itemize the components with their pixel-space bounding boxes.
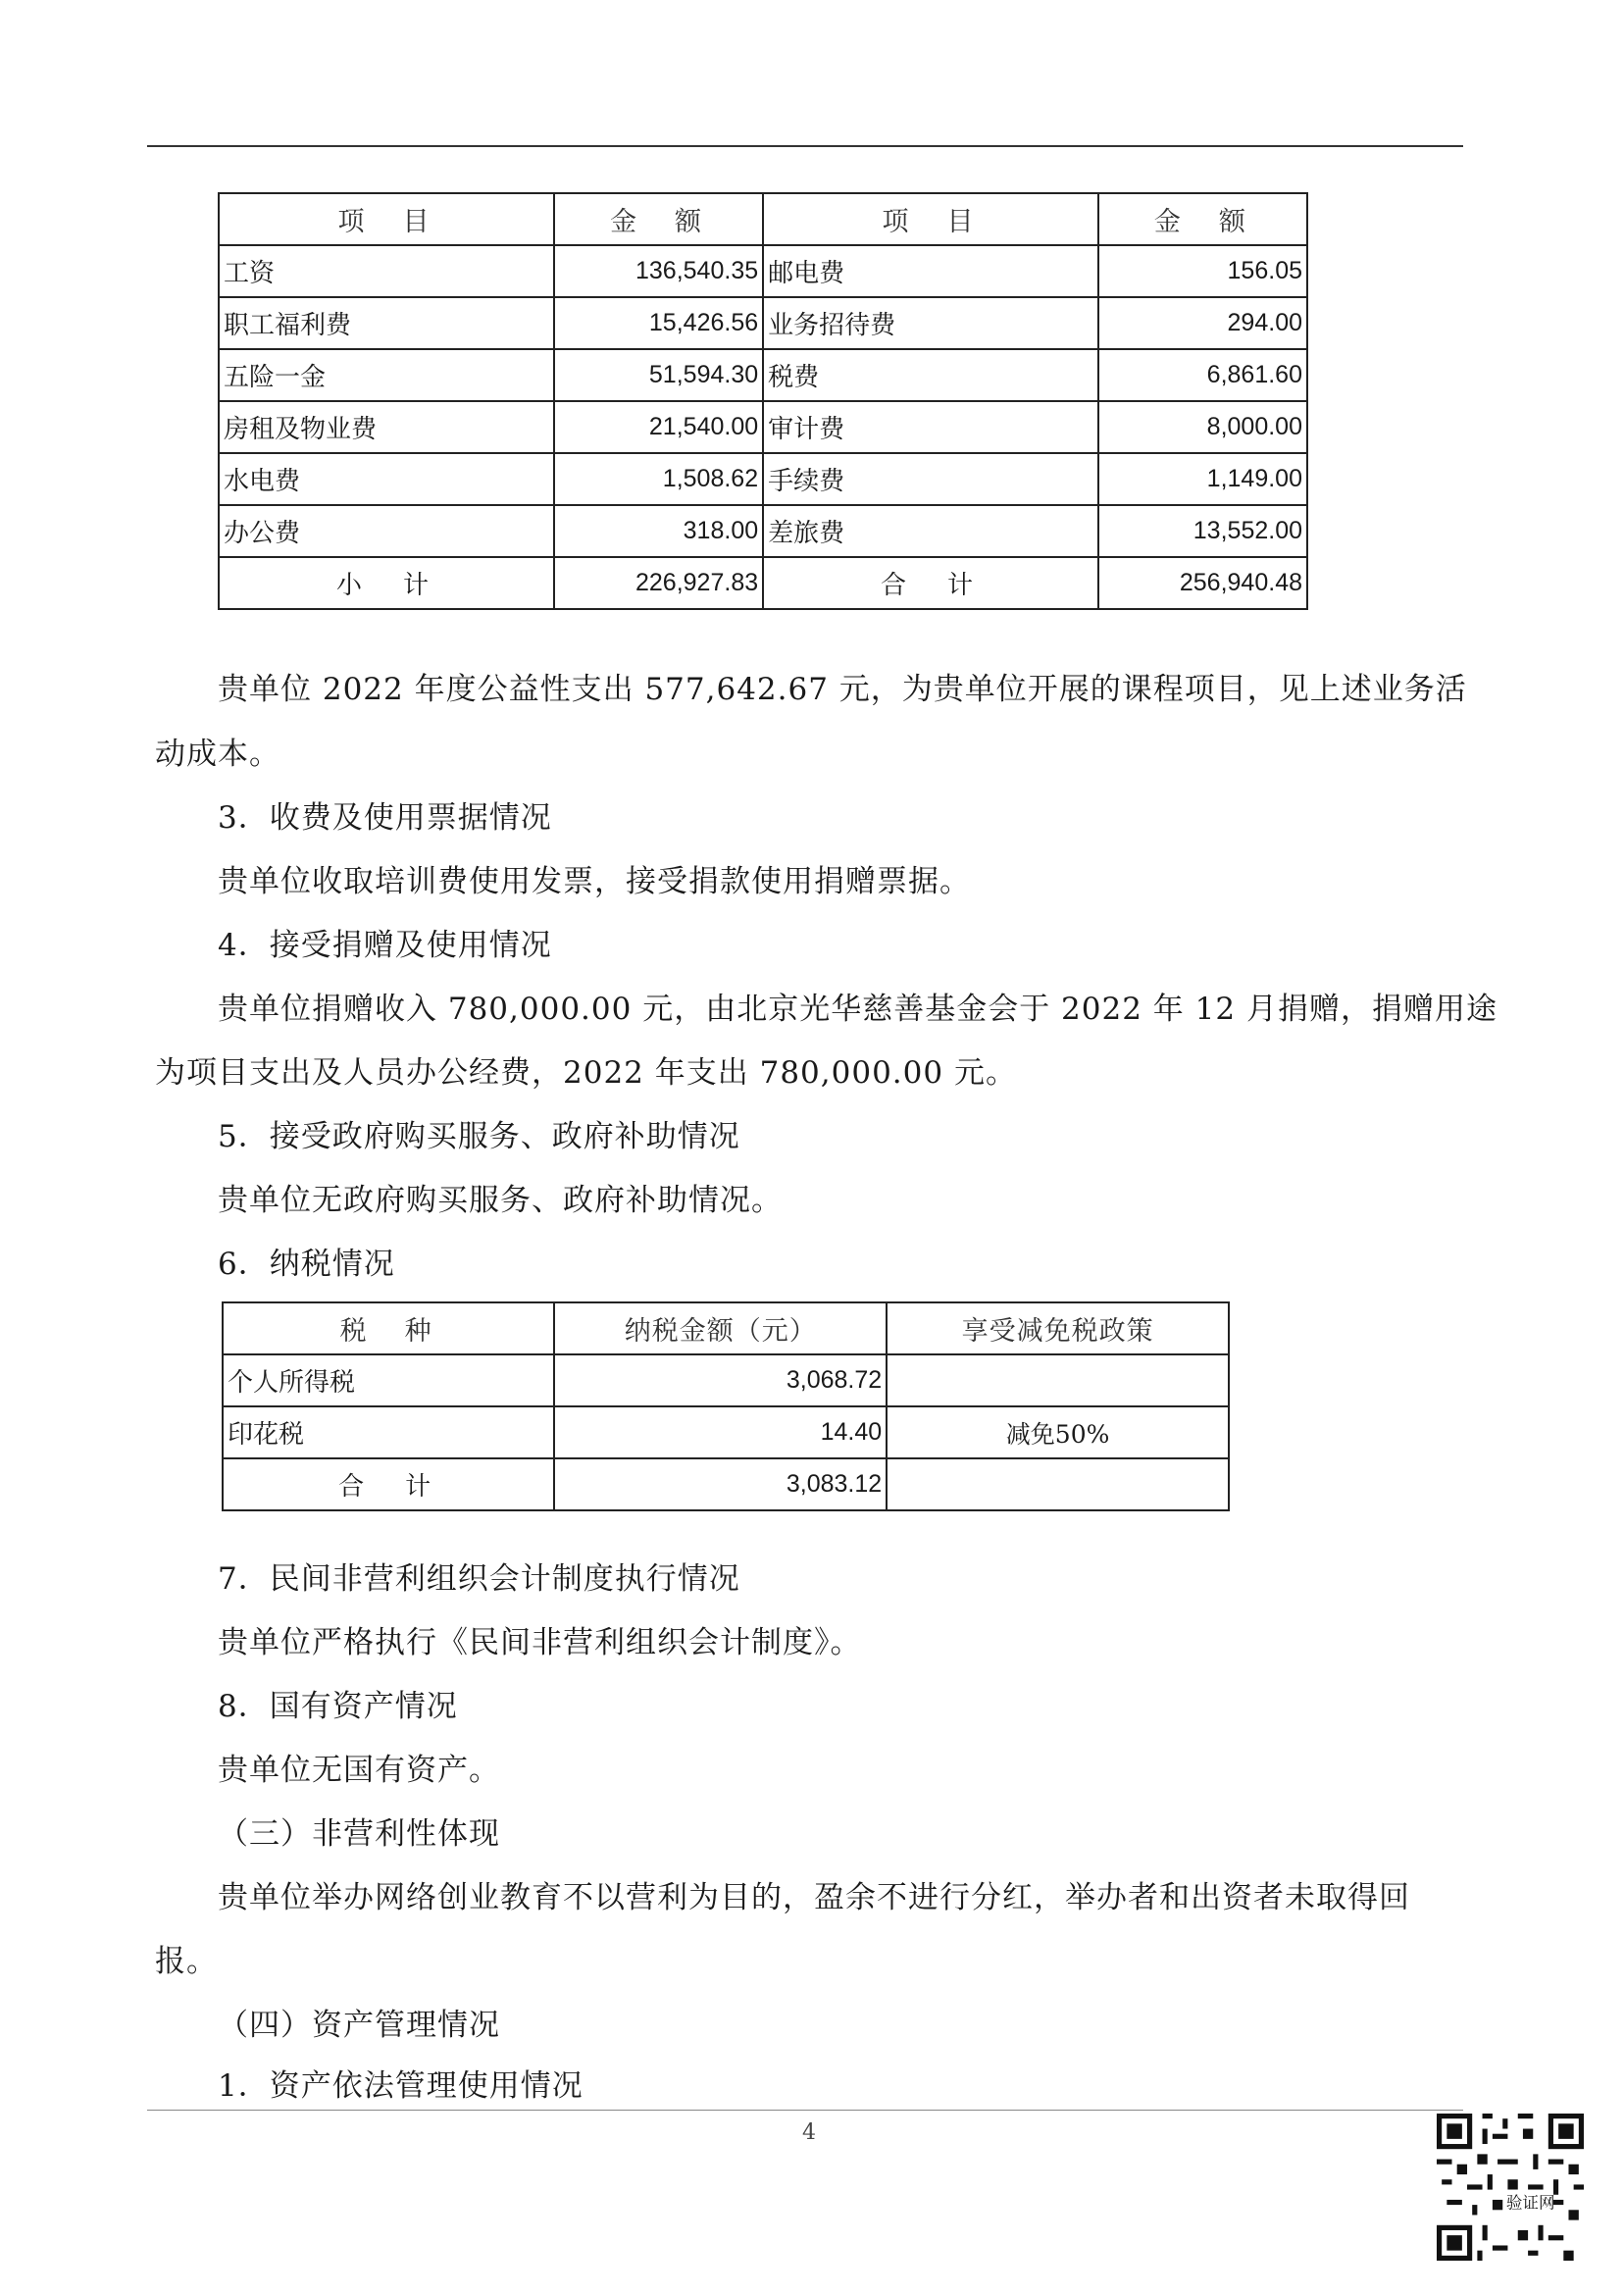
amount-cell: 21,540.00 [554,401,763,453]
column-header: 享受减免税政策 [887,1302,1229,1354]
amount-cell: 1,149.00 [1098,453,1307,505]
paragraph-text: 为项目支出及人员办公经费，2022 年支出 780,000.00 元。 [155,1055,1017,1091]
item-cell: 房租及物业费 [219,401,554,453]
amount-cell: 51,594.30 [554,349,763,401]
total-amount: 3,083.12 [554,1458,887,1510]
section-heading: 8．国有资产情况 [218,1689,458,1724]
paragraph-text: 贵单位捐赠收入 780,000.00 元，由北京光华慈善基金会于 2022 年 12 月捐赠，捐赠用途 [218,992,1497,1027]
amount-cell: 294.00 [1098,297,1307,349]
amount-cell: 1,508.62 [554,453,763,505]
paragraph-text: 动成本。 [155,737,280,772]
table-row [223,1406,1229,1458]
subtotal-label: 小 计 [219,557,554,609]
table-row [219,349,1307,401]
column-header: 金 额 [1098,193,1307,245]
paragraph-text: 报。 [155,1944,218,1979]
item-cell: 税费 [763,349,1098,401]
total-label: 合 计 [763,557,1098,609]
section-heading: 3．收费及使用票据情况 [218,800,552,836]
paragraph-text: 贵单位举办网络创业教育不以营利为目的，盈余不进行分红，举办者和出资者未取得回 [218,1880,1410,1915]
amount-cell: 8,000.00 [1098,401,1307,453]
column-header: 金 额 [554,193,763,245]
section-heading: （四）资产管理情况 [218,2008,500,2043]
amount-cell: 136,540.35 [554,245,763,297]
tax-type-cell: 印花税 [223,1406,554,1458]
amount-cell: 318.00 [554,505,763,557]
column-header: 税 种 [223,1302,554,1354]
item-cell: 工资 [219,245,554,297]
table-row [223,1354,1229,1406]
item-cell: 审计费 [763,401,1098,453]
amount-cell: 156.05 [1098,245,1307,297]
column-header: 纳税金额（元） [554,1302,887,1354]
page-number: 4 [802,2120,816,2145]
table-header-row [223,1302,1229,1354]
qr-code-icon [1437,2114,1584,2261]
item-cell: 办公费 [219,505,554,557]
tax-amount-cell: 14.40 [554,1406,887,1458]
item-cell: 职工福利费 [219,297,554,349]
table-row [219,297,1307,349]
header-rule [147,145,1463,147]
table-header-row [219,193,1307,245]
item-cell: 业务招待费 [763,297,1098,349]
tax-table [222,1301,1230,1511]
tax-policy-cell: 减免50% [887,1406,1229,1458]
table-total-row [223,1458,1229,1510]
column-header: 项 目 [763,193,1098,245]
section-heading: 4．接受捐赠及使用情况 [218,928,552,963]
table-total-row [219,557,1307,609]
paragraph-text: 贵单位无国有资产。 [218,1753,500,1788]
footer-rule [147,2110,1463,2111]
tax-type-cell: 个人所得税 [223,1354,554,1406]
amount-cell: 15,426.56 [554,297,763,349]
item-cell: 水电费 [219,453,554,505]
tax-amount-cell: 3,068.72 [554,1354,887,1406]
subtotal-amount: 226,927.83 [554,557,763,609]
table-row [219,401,1307,453]
section-heading: 5．接受政府购买服务、政府补助情况 [218,1119,740,1154]
item-cell: 手续费 [763,453,1098,505]
paragraph-text: 贵单位 2022 年度公益性支出 577,642.67 元，为贵单位开展的课程项目，见上述业务活 [218,672,1467,707]
table-row [219,505,1307,557]
item-cell: 差旅费 [763,505,1098,557]
section-heading: （三）非营利性体现 [218,1816,500,1852]
column-header: 项 目 [219,193,554,245]
section-heading: 7．民间非营利组织会计制度执行情况 [218,1561,740,1597]
amount-cell: 6,861.60 [1098,349,1307,401]
item-cell: 五险一金 [219,349,554,401]
table-row [219,453,1307,505]
tax-policy-cell [887,1458,1229,1510]
section-heading: 6．纳税情况 [218,1247,395,1282]
table-row [219,245,1307,297]
total-label: 合 计 [223,1458,554,1510]
section-heading: 1．资产依法管理使用情况 [218,2068,584,2104]
paragraph-text: 贵单位收取培训费使用发票，接受捐款使用捐赠票据。 [218,864,971,899]
expense-table [218,192,1308,610]
paragraph-text: 贵单位严格执行《民间非营利组织会计制度》。 [218,1625,862,1660]
paragraph-text: 贵单位无政府购买服务、政府补助情况。 [218,1183,783,1218]
qr-label: 验证网 [1505,2193,1555,2213]
amount-cell: 13,552.00 [1098,505,1307,557]
total-amount: 256,940.48 [1098,557,1307,609]
item-cell: 邮电费 [763,245,1098,297]
tax-policy-cell [887,1354,1229,1406]
